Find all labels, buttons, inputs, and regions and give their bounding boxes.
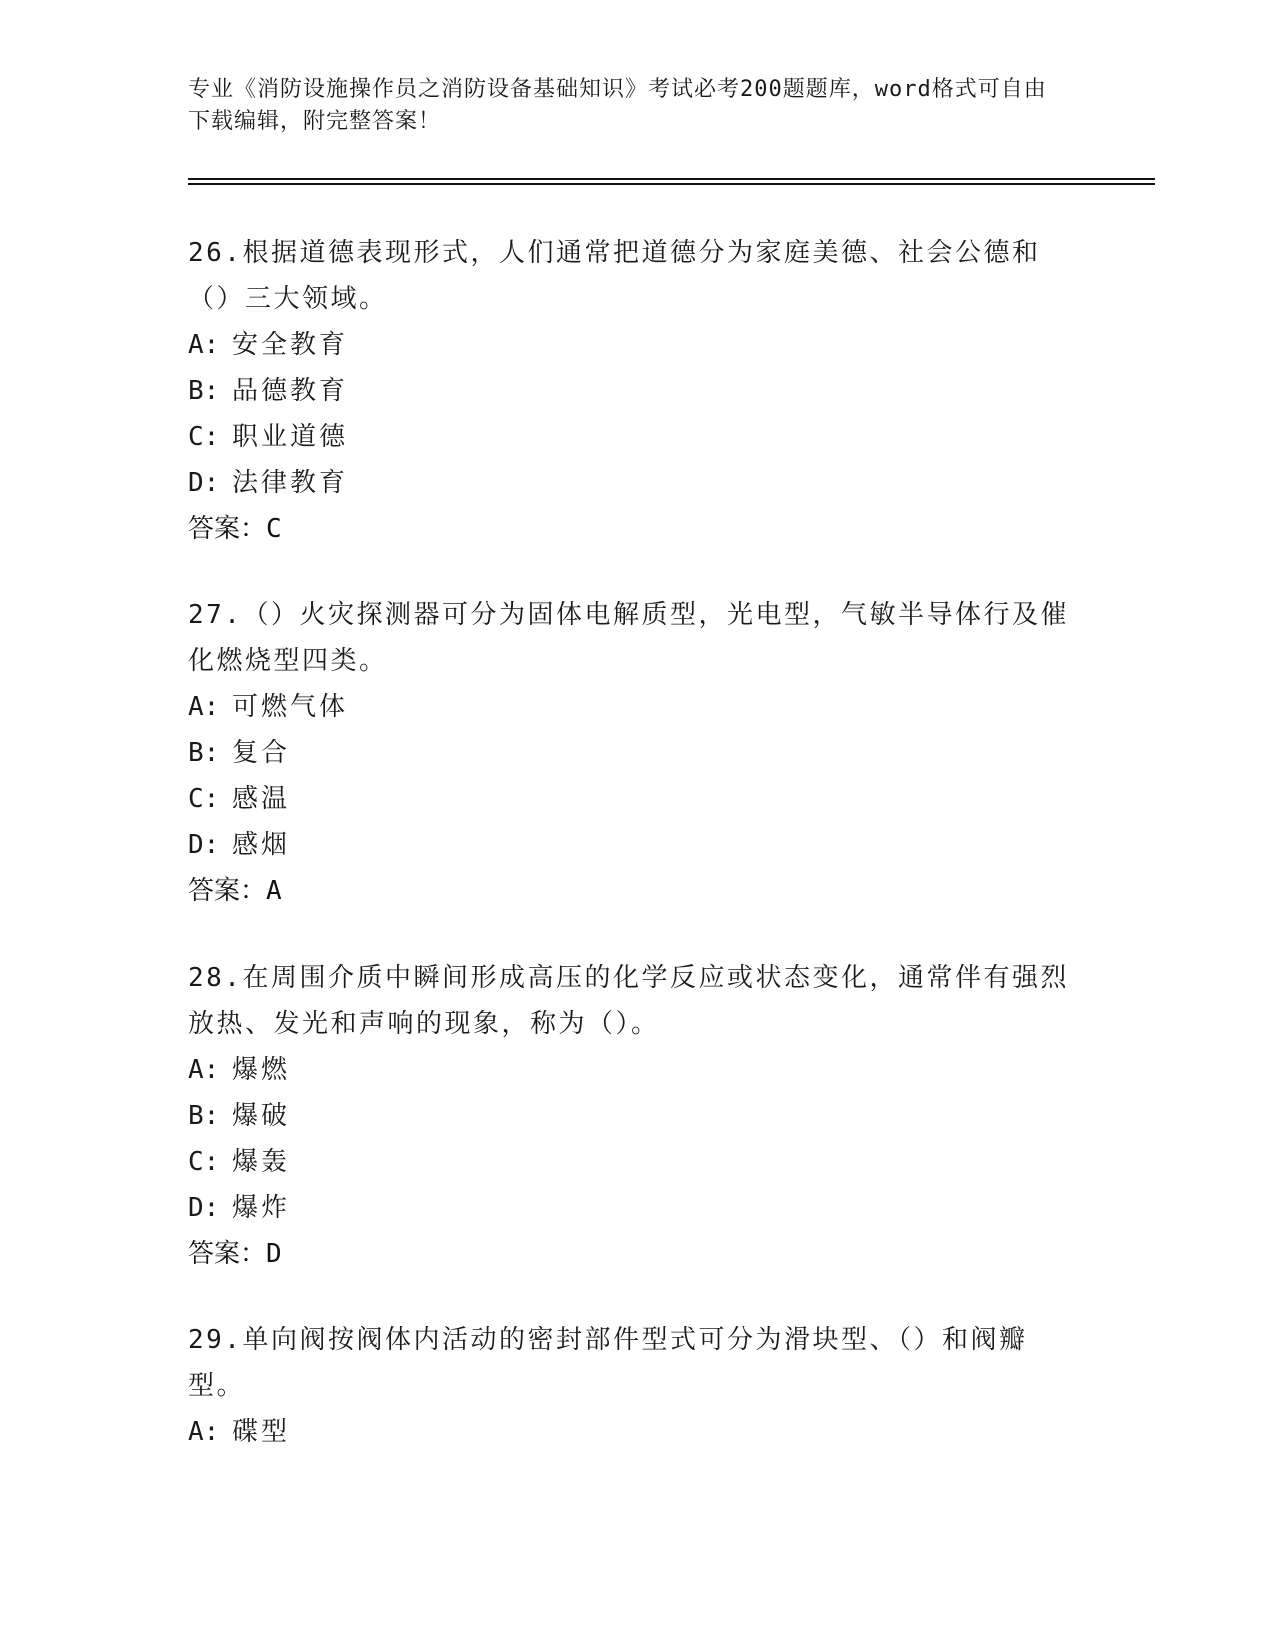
option-letter: C: — [188, 784, 220, 814]
question-stem: 29.单向阀按阀体内活动的密封部件型式可分为滑块型、（）和阀瓣型。 — [188, 1325, 1028, 1401]
option-letter: A: — [188, 330, 220, 360]
answer-label: 答案： — [188, 514, 267, 544]
answer-line — [188, 506, 1078, 552]
answer-value: A — [266, 876, 282, 906]
option-text: 爆燃 — [232, 1055, 291, 1085]
option-text: 爆破 — [232, 1101, 291, 1131]
option-text: 感烟 — [232, 830, 291, 860]
option-text: 感温 — [232, 784, 291, 814]
option-text: 可燃气体 — [232, 692, 349, 722]
option-letter: C: — [188, 1147, 220, 1177]
option-a — [188, 1047, 1078, 1093]
option-c — [188, 1139, 1078, 1185]
option-c — [188, 414, 1078, 460]
option-letter: A: — [188, 1055, 220, 1085]
question-27 — [188, 592, 1078, 914]
option-d — [188, 1185, 1078, 1231]
header-divider-bottom — [188, 183, 1155, 185]
option-text: 爆炸 — [232, 1193, 291, 1223]
answer-line — [188, 868, 1078, 914]
option-b — [188, 1093, 1078, 1139]
question-stem: 27.（）火灾探测器可分为固体电解质型，光电型，气敏半导体行及催化燃烧型四类。 — [188, 600, 1069, 676]
question-29 — [188, 1317, 1078, 1455]
answer-value: D — [266, 1239, 282, 1269]
option-letter: A: — [188, 1417, 220, 1447]
option-text: 职业道德 — [232, 422, 349, 452]
answer-label: 答案： — [188, 1239, 267, 1269]
option-letter: D: — [188, 1193, 220, 1223]
question-28 — [188, 955, 1078, 1277]
option-c — [188, 776, 1078, 822]
option-d — [188, 460, 1078, 506]
answer-label: 答案： — [188, 876, 267, 906]
option-letter: B: — [188, 738, 220, 768]
option-text: 安全教育 — [232, 330, 349, 360]
option-letter: D: — [188, 830, 220, 860]
header-divider-top — [188, 178, 1155, 180]
option-b — [188, 730, 1078, 776]
option-letter: D: — [188, 468, 220, 498]
option-d — [188, 822, 1078, 868]
option-text: 爆轰 — [232, 1147, 291, 1177]
answer-line — [188, 1231, 1078, 1277]
option-letter: A: — [188, 692, 220, 722]
option-text: 碟型 — [232, 1417, 291, 1447]
option-text: 法律教育 — [232, 468, 349, 498]
option-letter: C: — [188, 422, 220, 452]
option-a — [188, 322, 1078, 368]
option-text: 品德教育 — [232, 376, 349, 406]
option-a — [188, 1409, 1078, 1455]
question-stem: 28.在周围介质中瞬间形成高压的化学反应或状态变化，通常伴有强烈放热、发光和声响的现象，称为（）。 — [188, 963, 1069, 1039]
option-letter: B: — [188, 1101, 220, 1131]
answer-value: C — [266, 514, 282, 544]
question-stem: 26.根据道德表现形式，人们通常把道德分为家庭美德、社会公德和（）三大领域。 — [188, 238, 1041, 314]
question-26 — [188, 230, 1078, 552]
option-b — [188, 368, 1078, 414]
option-a — [188, 684, 1078, 730]
document-header: 专业《消防设施操作员之消防设备基础知识》考试必考200题题库，word格式可自由下载编辑，附完整答案！ — [188, 77, 1047, 134]
option-text: 复合 — [232, 738, 291, 768]
option-letter: B: — [188, 376, 220, 406]
